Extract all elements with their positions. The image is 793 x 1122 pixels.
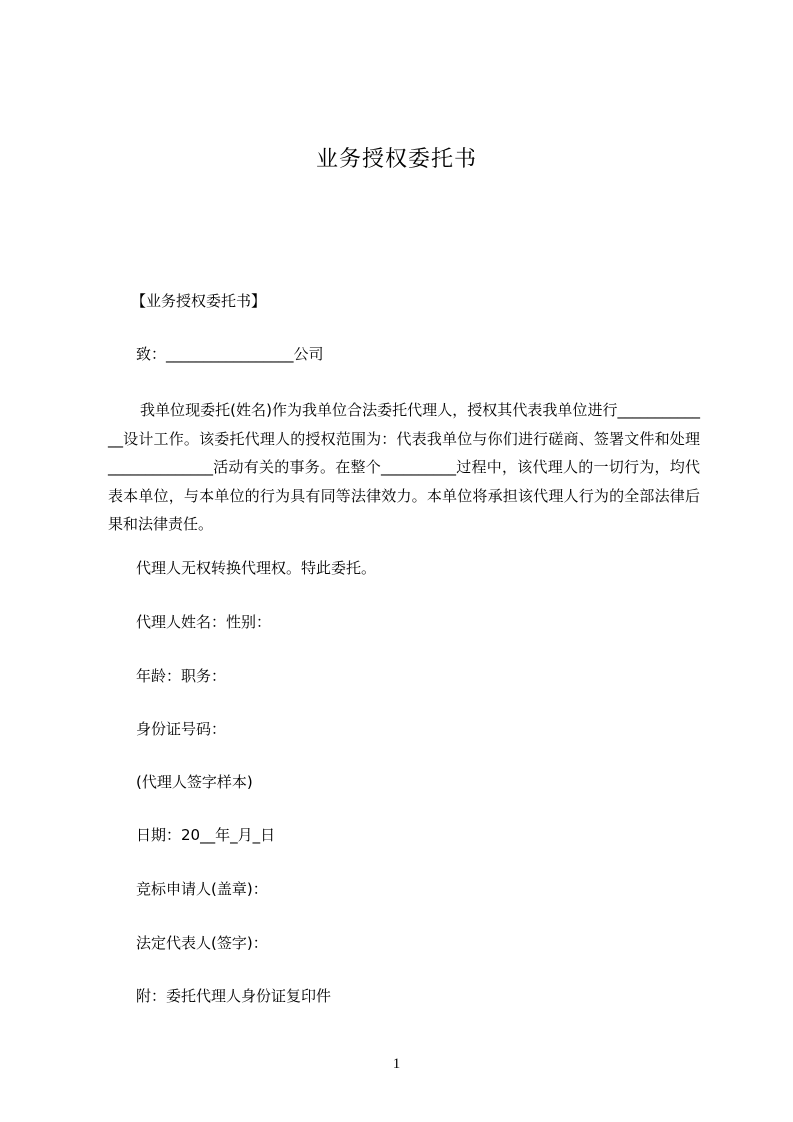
authorization-paragraph: 我单位现委托(姓名)作为我单位合法委托代理人，授权其代表我单位进行_____________设计工作。该委托代理人的授权范围为：代表我单位与你们进行磋商、签署文件和处理______________活动有关的事务。在整个__________过程中，该代理人的一切行为，均代表本单位，与本单位的行为具有同等法律效力。本单位将承担该代理人行为的全部法律后果和法律责任。 — [108, 401, 700, 533]
no-transfer-statement: 代理人无权转换代理权。特此委托。 — [136, 559, 377, 577]
date-field: 日期：20__年_月_日 — [136, 826, 276, 844]
page-number: 1 — [392, 1056, 401, 1072]
attachment-note: 附：委托代理人身份证复印件 — [136, 987, 332, 1005]
agent-name-gender-field: 代理人姓名：性别： — [136, 613, 272, 631]
legal-representative-field: 法定代表人(签字)： — [136, 934, 268, 952]
recipient-line: 致：_________________公司 — [136, 345, 324, 363]
document-heading: 【业务授权委托书】 — [131, 292, 267, 310]
document-title: 业务授权委托书 — [315, 147, 477, 172]
bidder-seal-field: 竞标申请人(盖章)： — [136, 880, 268, 898]
signature-sample-field: (代理人签字样本) — [136, 773, 253, 791]
age-position-field: 年龄：职务： — [136, 667, 227, 685]
id-number-field: 身份证号码： — [136, 720, 227, 738]
